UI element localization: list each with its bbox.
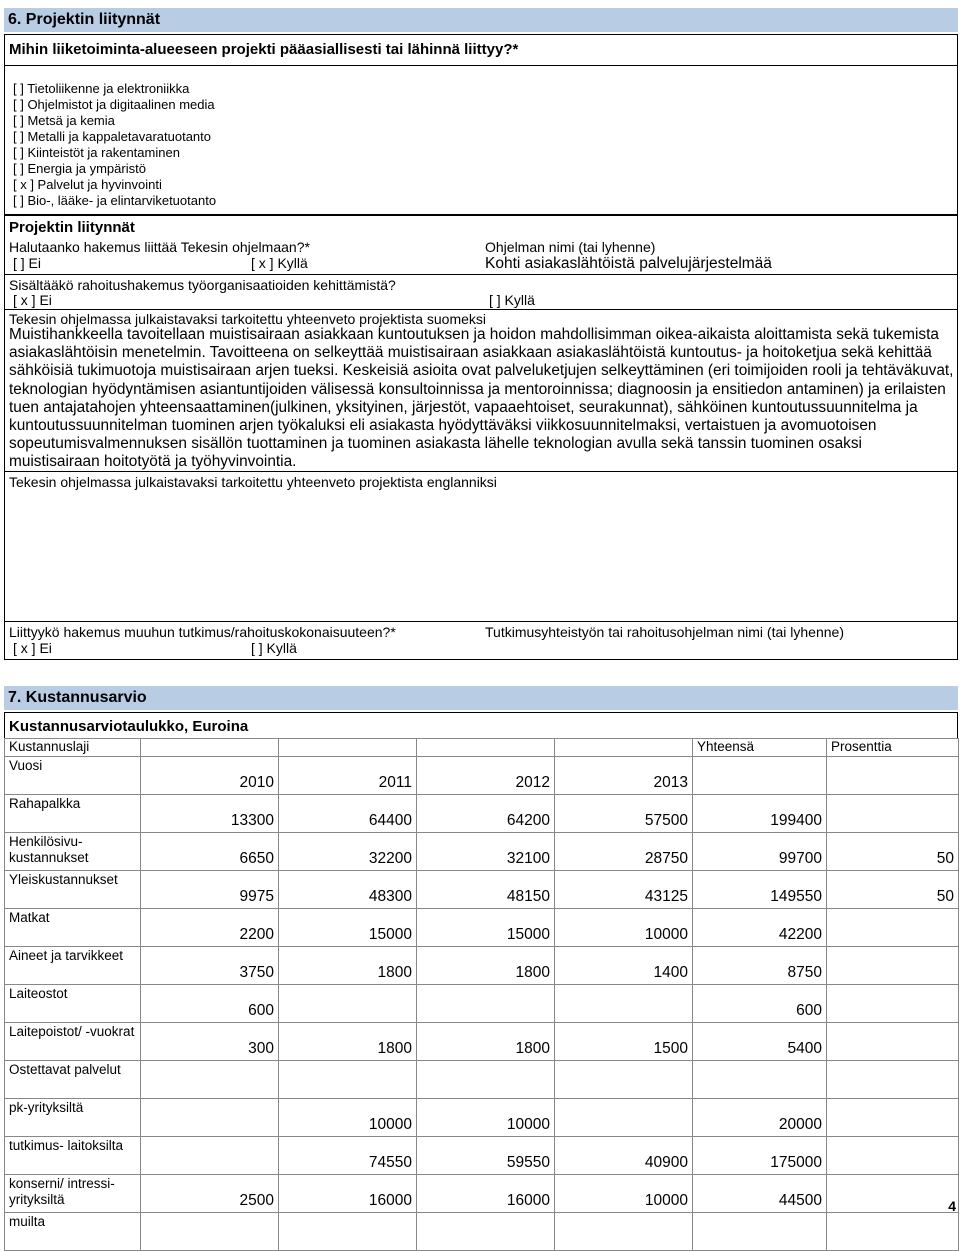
workorg-no-option[interactable]: [ x ] Ei	[13, 292, 52, 308]
cost-cell[interactable]	[827, 757, 959, 795]
cost-cell[interactable]: 300	[141, 1023, 279, 1061]
summary-fi-label: Tekesin ohjelmassa julkaistavaksi tarkoitettu yhteenveto projektista suomeksi	[9, 311, 487, 327]
cost-table-row	[5, 985, 959, 1023]
cost-cell[interactable]: 10000	[279, 1099, 417, 1137]
cost-cell[interactable]	[141, 1061, 279, 1099]
cost-cell[interactable]	[693, 1061, 827, 1099]
cost-cell[interactable]: 15000	[279, 909, 417, 947]
other-funding-question: Liittyykö hakemus muuhun tutkimus/rahoituskokonaisuuteen?*	[9, 624, 396, 640]
option-services[interactable]: [ x ] Palvelut ja hyvinvointi	[13, 177, 162, 192]
cost-table-row	[5, 1175, 959, 1213]
cost-row-label: Yleiskustannukset	[5, 871, 141, 909]
cost-cell[interactable]: 15000	[417, 909, 555, 947]
option-telecom[interactable]: [ ] Tietoliikenne ja elektroniikka	[13, 81, 190, 96]
cost-cell[interactable]	[279, 1213, 417, 1251]
cost-cell[interactable]: 5400	[693, 1023, 827, 1061]
cost-row-label: muilta	[5, 1213, 141, 1251]
cost-table-row	[5, 1213, 959, 1251]
cost-table-header-cell	[279, 739, 417, 757]
cost-cell[interactable]: 16000	[279, 1175, 417, 1213]
cost-cell[interactable]	[827, 1023, 959, 1061]
tekes-yes-option[interactable]: [ x ] Kyllä	[251, 255, 308, 271]
cost-cell[interactable]: 149550	[693, 871, 827, 909]
cost-cell[interactable]: 2011	[279, 757, 417, 795]
cost-cell[interactable]: 28750	[555, 833, 693, 871]
cost-row-label: Laitepoistot/ -vuokrat	[5, 1023, 141, 1061]
cost-cell[interactable]: 50	[827, 833, 959, 871]
business-area-box	[4, 34, 958, 216]
cost-cell[interactable]: 2012	[417, 757, 555, 795]
cost-cell[interactable]	[693, 757, 827, 795]
cost-cell[interactable]: 1800	[279, 947, 417, 985]
cost-cell[interactable]: 8750	[693, 947, 827, 985]
workorg-question: Sisältääkö rahoitushakemus työorganisaatioiden kehittämistä?	[9, 277, 396, 293]
cost-cell[interactable]: 43125	[555, 871, 693, 909]
cost-cell[interactable]: 9975	[141, 871, 279, 909]
page-number: 4	[948, 1198, 956, 1214]
cost-cell[interactable]: 600	[693, 985, 827, 1023]
cost-cell[interactable]: 2010	[141, 757, 279, 795]
cost-cell[interactable]: 48300	[279, 871, 417, 909]
cost-cell[interactable]: 6650	[141, 833, 279, 871]
other-funding-yes-option[interactable]: [ ] Kyllä	[251, 640, 297, 656]
summary-fi-text[interactable]: Muistihankkeella tavoitellaan muistisairaan asiakkaan kuntoutuksen ja hoidon mahdollisimman oikea-aikaista aloittamista sekä tukemista asiakaslähtöisin menetelmin. Tavoitteena on selkeyttää muistisairaan asiakkaan asiakaslähtöistä kuntoutus- ja hoitoketjua sekä kehittää sähköisiä tukimuotoja muistisairaan arjen tueksi. Keskeisiä asioita ovat palveluketjujen selkeyttäminen (eri toimijoiden rooli ja tehtäväkuvat, teknologian hyödyntämisen asiantuntijoiden välisessä konsultoinnissa ja mentoroinnissa; diagnoosin ja ensitiedon antaminen) ja erilaisten tuen antajatahojen yhteensaattaminen(julkinen, yksityinen, järjestöt, vapaaehtoiset, seurakunnat), sähköinen kuntoutussuunnitelma ja kuntoutussuunnitelman tuominen arjen työkaluksi eli asiakasta hyödyttäväksi viikkosuunnitelmaksi, vertaistuen ja avomuotoisen sopeutumisvalmennuksen sisällön tuottaminen ja tuominen asiakasta lähelle teknologian avulla sekä tanssin tuominen osaksi muistisairaan hoitotyötä ja työhyvinvointia.	[9, 326, 954, 471]
cost-table-header-cell	[555, 739, 693, 757]
cost-table-row	[5, 1023, 959, 1061]
cost-cell[interactable]	[141, 1099, 279, 1137]
cost-cell[interactable]	[827, 1213, 959, 1251]
cost-table-title-box	[4, 712, 958, 739]
option-forest[interactable]: [ ] Metsä ja kemia	[13, 113, 115, 128]
cost-cell[interactable]: 2500	[141, 1175, 279, 1213]
cost-cell[interactable]: 10000	[555, 1175, 693, 1213]
cost-cell[interactable]	[555, 1099, 693, 1137]
workorg-yes-option[interactable]: [ ] Kyllä	[489, 292, 535, 308]
cost-cell[interactable]	[141, 1137, 279, 1175]
cost-table-row	[5, 1099, 959, 1137]
cost-table-header-cell	[141, 739, 279, 757]
cost-cell[interactable]	[693, 1213, 827, 1251]
cost-cell[interactable]	[827, 947, 959, 985]
cost-table	[4, 738, 959, 1251]
cost-cell[interactable]: 1800	[417, 1023, 555, 1061]
cost-cell[interactable]	[555, 985, 693, 1023]
cost-cell[interactable]: 40900	[555, 1137, 693, 1175]
cost-cell[interactable]	[417, 1213, 555, 1251]
cost-cell[interactable]: 99700	[693, 833, 827, 871]
tekes-no-option[interactable]: [ ] Ei	[13, 255, 42, 271]
project-links-title: Projektin liitynnät	[9, 219, 135, 236]
cost-cell[interactable]	[555, 1213, 693, 1251]
cost-cell[interactable]: 3750	[141, 947, 279, 985]
section-header-6: 6. Projektin liitynnät	[4, 8, 958, 32]
cost-cell[interactable]	[279, 1061, 417, 1099]
cost-cell[interactable]	[141, 1213, 279, 1251]
cost-row-label: Henkilösivu-kustannukset	[5, 833, 141, 871]
option-energy[interactable]: [ ] Energia ja ympäristö	[13, 161, 146, 176]
other-funding-no-option[interactable]: [ x ] Ei	[13, 640, 52, 656]
cost-row-label: pk-yrityksiltä	[5, 1099, 141, 1137]
cost-cell[interactable]: 1500	[555, 1023, 693, 1061]
cost-table-header-cell: Yhteensä	[693, 739, 827, 757]
option-bio[interactable]: [ ] Bio-, lääke- ja elintarviketuotanto	[13, 193, 217, 208]
cost-cell[interactable]: 32200	[279, 833, 417, 871]
cost-cell[interactable]	[827, 1175, 959, 1213]
cost-cell[interactable]	[417, 1061, 555, 1099]
summary-en-label: Tekesin ohjelmassa julkaistavaksi tarkoitettu yhteenveto projektista englanniksi	[9, 474, 497, 490]
section-header-7: 7. Kustannusarvio	[4, 686, 958, 710]
cost-cell[interactable]: 600	[141, 985, 279, 1023]
cost-cell[interactable]: 57500	[555, 795, 693, 833]
cost-row-label: Matkat	[5, 909, 141, 947]
cost-cell[interactable]: 2200	[141, 909, 279, 947]
cost-table-row	[5, 1137, 959, 1175]
cost-table-row	[5, 947, 959, 985]
cost-cell[interactable]	[827, 1099, 959, 1137]
cost-cell[interactable]: 59550	[417, 1137, 555, 1175]
cost-cell[interactable]: 1800	[279, 1023, 417, 1061]
cost-table-header-cell: Prosenttia	[827, 739, 959, 757]
cost-table-row	[5, 795, 959, 833]
cost-table-row	[5, 1061, 959, 1099]
cost-table-row	[5, 871, 959, 909]
cost-row-label: Vuosi	[5, 757, 141, 795]
cost-cell[interactable]: 199400	[693, 795, 827, 833]
business-area-question: Mihin liiketoiminta-alueeseen projekti pääasiallisesti tai lähinnä liittyy?*	[9, 41, 519, 58]
cost-cell[interactable]: 50	[827, 871, 959, 909]
cost-cell[interactable]: 48150	[417, 871, 555, 909]
cost-cell[interactable]	[827, 1061, 959, 1099]
cost-cell[interactable]: 10000	[417, 1099, 555, 1137]
cost-row-label: Laiteostot	[5, 985, 141, 1023]
cost-table-header-cell	[417, 739, 555, 757]
cost-cell[interactable]: 2013	[555, 757, 693, 795]
program-name-value[interactable]: Kohti asiakaslähtöistä palvelujärjestelmää	[485, 255, 772, 272]
cost-cell[interactable]: 32100	[417, 833, 555, 871]
cost-cell[interactable]: 175000	[693, 1137, 827, 1175]
cost-cell[interactable]: 20000	[693, 1099, 827, 1137]
cost-cell[interactable]: 16000	[417, 1175, 555, 1213]
cost-cell[interactable]: 64400	[279, 795, 417, 833]
option-realestate[interactable]: [ ] Kiinteistöt ja rakentaminen	[13, 145, 180, 160]
tekes-question: Halutaanko hakemus liittää Tekesin ohjelmaan?*	[9, 239, 310, 255]
cost-cell[interactable]: 10000	[555, 909, 693, 947]
cost-cell[interactable]	[827, 985, 959, 1023]
cost-cell[interactable]	[827, 909, 959, 947]
program-name-label: Ohjelman nimi (tai lyhenne)	[485, 239, 656, 255]
option-metal[interactable]: [ ] Metalli ja kappaletavaratuotanto	[13, 129, 212, 144]
cost-cell[interactable]	[417, 985, 555, 1023]
cost-cell[interactable]: 44500	[693, 1175, 827, 1213]
cost-cell[interactable]	[279, 985, 417, 1023]
cost-cell[interactable]	[827, 795, 959, 833]
project-links-box	[4, 214, 958, 660]
cost-table-row	[5, 833, 959, 871]
cost-cell[interactable]	[555, 1061, 693, 1099]
option-software[interactable]: [ ] Ohjelmistot ja digitaalinen media	[13, 97, 215, 112]
cost-cell[interactable]: 1400	[555, 947, 693, 985]
cost-cell[interactable]: 42200	[693, 909, 827, 947]
cost-cell[interactable]: 74550	[279, 1137, 417, 1175]
cost-row-label: Aineet ja tarvikkeet	[5, 947, 141, 985]
cost-row-label: Rahapalkka	[5, 795, 141, 833]
cost-cell[interactable]	[827, 1137, 959, 1175]
cost-table-header-row	[5, 739, 959, 757]
cost-cell[interactable]: 64200	[417, 795, 555, 833]
cost-table-row	[5, 909, 959, 947]
cost-row-label: Ostettavat palvelut	[5, 1061, 141, 1099]
cost-cell[interactable]: 13300	[141, 795, 279, 833]
cost-cell[interactable]: 1800	[417, 947, 555, 985]
cost-table-header-cell: Kustannuslaji	[5, 739, 141, 757]
cost-table-row	[5, 757, 959, 795]
cost-table-title: Kustannusarviotaulukko, Euroina	[9, 718, 249, 735]
cost-row-label: konserni/ intressi-yrityksiltä	[5, 1175, 141, 1213]
coop-program-label: Tutkimusyhteistyön tai rahoitusohjelman nimi (tai lyhenne)	[485, 624, 844, 640]
cost-row-label: tutkimus- laitoksilta	[5, 1137, 141, 1175]
